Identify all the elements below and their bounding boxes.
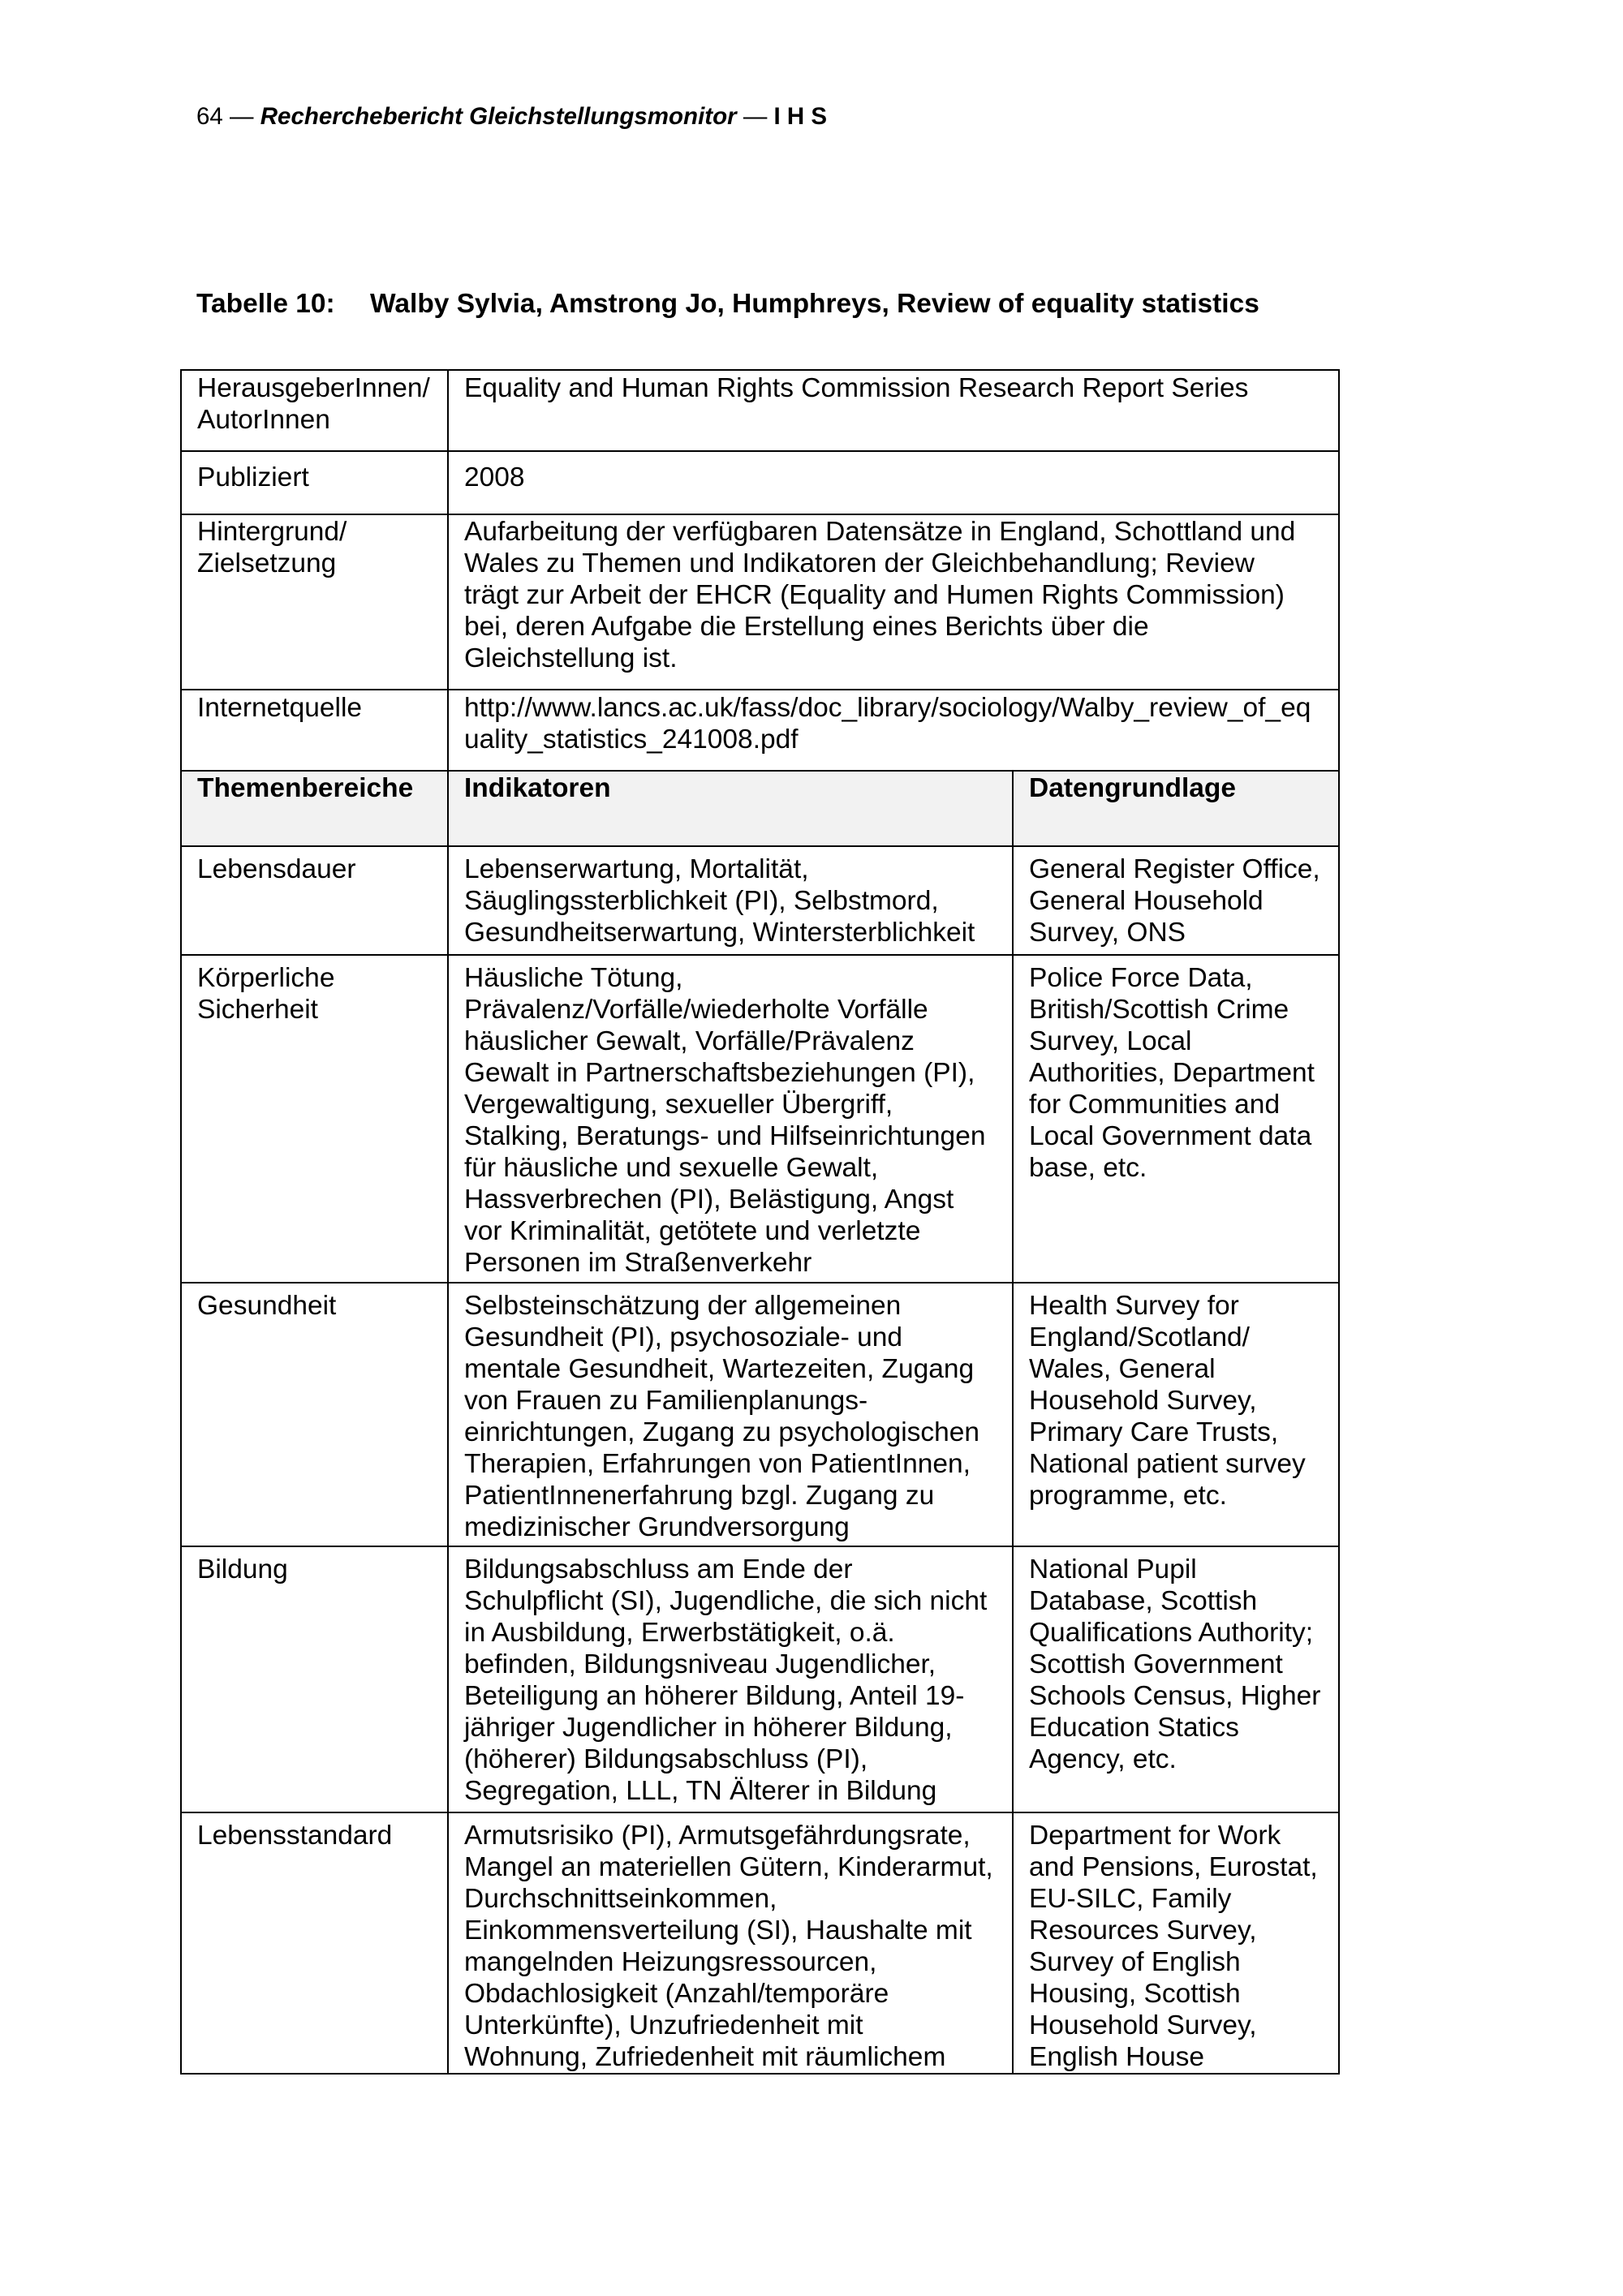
sources-cell: Police Force Data, British/Scottish Crime Survey, Local Authorities, Department for Communities and Local Government data base, etc. <box>1013 955 1339 1283</box>
equality-statistics-table <box>180 369 1340 2075</box>
source-url-cell: http://www.lancs.ac.uk/fass/doc_library/sociology/Walby_review_of_eq uality_statistics_241008.pdf <box>448 690 1339 771</box>
sources-cell: General Register Office, General Household Survey, ONS <box>1013 846 1339 955</box>
background-label-cell: Hintergrund/ Zielsetzung <box>181 514 448 690</box>
topic-cell: Gesundheit <box>181 1283 448 1546</box>
sources-cell: National Pupil Database, Scottish Qualifications Authority; Scottish Government Schools Census, Higher Education Statics Agency, etc. <box>1013 1546 1339 1812</box>
table-row-background <box>181 514 1339 690</box>
institute-name: I H S <box>773 103 828 130</box>
running-header <box>196 102 827 131</box>
indicators-cell: Selbsteinschätzung der allgemeinen Gesundheit (PI), psychosoziale- und mentale Gesundheit, Wartezeiten, Zugang von Frauen zu Familienplanungs- einrichtungen, Zugang zu psychologischen Therapien, Erfahrungen von PatientInnen, PatientInnenerfahrung bzgl. Zugang zu medizinischer Grundversorgung <box>448 1283 1013 1546</box>
table-column-header-row <box>181 771 1339 846</box>
sources-cell: Department for Work and Pensions, Eurostat, EU-SILC, Family Resources Survey, Survey of English Housing, Scottish Household Survey, English House <box>1013 1812 1339 2074</box>
table-caption <box>196 288 1259 320</box>
indicators-cell: Armutsrisiko (PI), Armutsgefährdungsrate, Mangel an materiellen Gütern, Kinderarmut, Durchschnittseinkommen, Einkommensverteilung (SI), Haushalte mit mangelnden Heizungsressourcen, Obdachlosigkeit (Anzahl/temporäre Unterkünfte), Unzufriedenheit mit Wohnung, Zufriedenheit mit räumlichem <box>448 1812 1013 2074</box>
background-value-cell: Aufarbeitung der verfügbaren Datensätze in England, Schottland und Wales zu Themen und Indikatoren der Gleichbehandlung; Review trägt zur Arbeit der EHCR (Equality and Humen Rights Commission) bei, deren Aufgabe die Erstellung eines Berichts über die Gleichstellung ist. <box>448 514 1339 690</box>
column-header-sources: Datengrundlage <box>1013 771 1339 846</box>
page-number: 64 <box>196 103 223 130</box>
topic-cell: Bildung <box>181 1546 448 1812</box>
column-header-topic: Themenbereiche <box>181 771 448 846</box>
header-separator: — <box>230 103 254 130</box>
published-value-cell: 2008 <box>448 451 1339 514</box>
topic-cell: Lebensdauer <box>181 846 448 955</box>
sources-cell: Health Survey for England/Scotland/ Wales, General Household Survey, Primary Care Trusts, National patient survey programme, etc. <box>1013 1283 1339 1546</box>
authors-value-cell: Equality and Human Rights Commission Research Report Series <box>448 370 1339 451</box>
published-label-cell: Publiziert <box>181 451 448 514</box>
column-header-indicators: Indikatoren <box>448 771 1013 846</box>
indicators-cell: Lebenserwartung, Mortalität, Säuglingssterblichkeit (PI), Selbstmord, Gesundheitserwartung, Wintersterblichkeit <box>448 846 1013 955</box>
authors-label-cell: HerausgeberInnen/ AutorInnen <box>181 370 448 451</box>
report-title: Recherchebericht Gleichstellungsmonitor <box>260 103 737 130</box>
table-body <box>181 370 1339 2074</box>
indicators-cell: Häusliche Tötung, Prävalenz/Vorfälle/wiederholte Vorfälle häuslicher Gewalt, Vorfälle/Prävalenz Gewalt in Partnerschaftsbeziehungen (PI), Vergewaltigung, sexueller Übergriff, Stalking, Beratungs- und Hilfseinrichtungen für häusliche und sexuelle Gewalt, Hassverbrechen (PI), Belästigung, Angst vor Kriminalität, getötete und verletzte Personen im Straßenverkehr <box>448 955 1013 1283</box>
table-number: Tabelle 10: <box>196 289 335 319</box>
table-row-published <box>181 451 1339 514</box>
header-separator: — <box>743 103 768 130</box>
table-row <box>181 1283 1339 1546</box>
indicators-cell: Bildungsabschluss am Ende der Schulpflicht (SI), Jugendliche, die sich nicht in Ausbildung, Erwerbstätigkeit, o.ä. befinden, Bildungsniveau Jugendlicher, Beteiligung an höherer Bildung, Anteil 19- jähriger Jugendlicher in höherer Bildung, (höherer) Bildungsabschluss (PI), Segregation, LLL, TN Älterer in Bildung <box>448 1546 1013 1812</box>
table-row <box>181 955 1339 1283</box>
table-row-source <box>181 690 1339 771</box>
table-row-authors <box>181 370 1339 451</box>
table-row <box>181 846 1339 955</box>
topic-cell: Körperliche Sicherheit <box>181 955 448 1283</box>
topic-cell: Lebensstandard <box>181 1812 448 2074</box>
table-row <box>181 1546 1339 1812</box>
table-row <box>181 1812 1339 2074</box>
table-title: Walby Sylvia, Amstrong Jo, Humphreys, Review of equality statistics <box>370 289 1259 319</box>
source-label-cell: Internetquelle <box>181 690 448 771</box>
